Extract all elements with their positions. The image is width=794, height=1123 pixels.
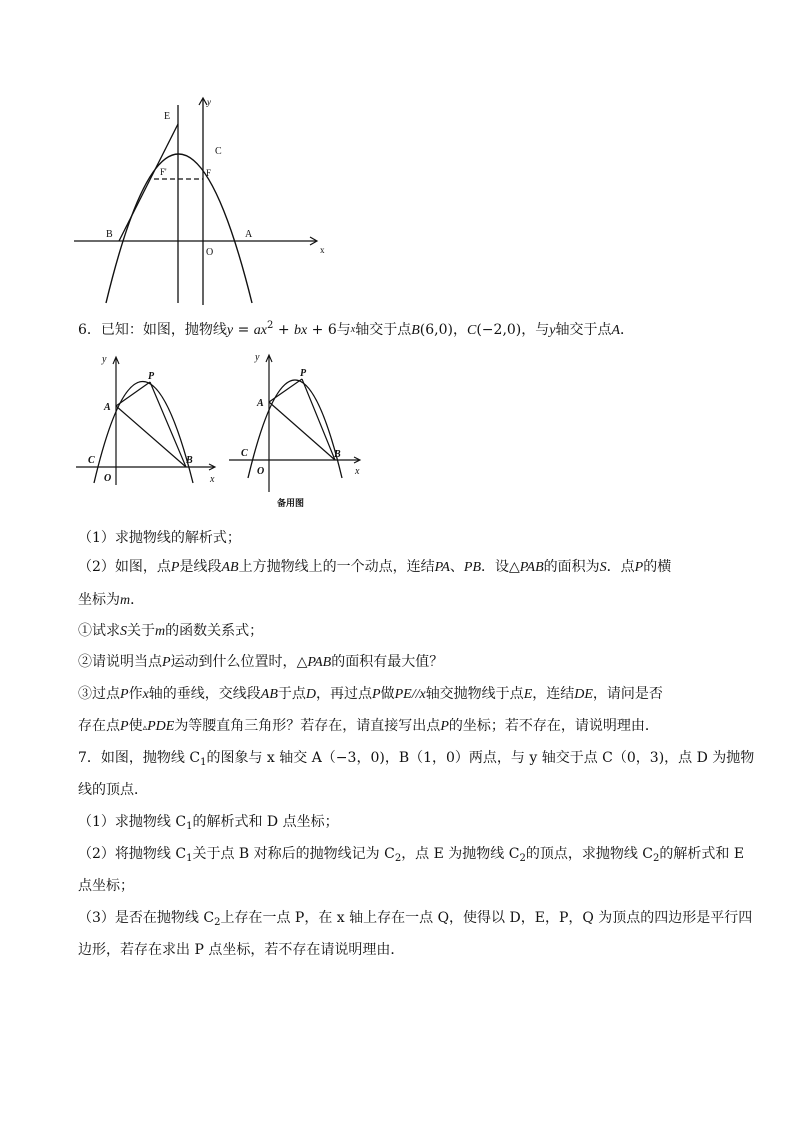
label-C: C (88, 455, 95, 466)
label-y: y (207, 97, 211, 107)
problem-6-part-1: （1）求抛物线的解析式； (78, 530, 241, 546)
segment-PB (150, 382, 186, 467)
problem-7-part-3-line-1: （3）是否在抛物线 $C_2$上存在一点 P，在 x 轴上存在一点 Q，使得以 D，E，P，Q 为顶点的四边形是平行四 (78, 910, 753, 928)
label-C: C (215, 146, 222, 157)
parabola-curve (248, 380, 342, 478)
figure-1-parabola (70, 95, 340, 310)
label-A: A (257, 398, 264, 409)
label-x: x (210, 474, 215, 485)
problem-6-sub-1: ①试求S关于m的函数关系式； (78, 623, 264, 639)
figure-3-spare-figure (225, 350, 375, 515)
label-O: O (104, 473, 112, 484)
problem-6-sub-2: ②请说明当点P运动到什么位置时，△PAB的面积有最大值？ (78, 654, 444, 670)
label-F: F (206, 168, 212, 178)
problem-7-part-1: （1）求抛物线 $C_1$的解析式和 D 点坐标； (78, 814, 339, 832)
label-y: y (102, 354, 107, 365)
label-C: C (241, 448, 248, 459)
label-F-prime: F' (160, 167, 167, 177)
label-O: O (257, 466, 265, 477)
problem-6-sub-3-line-1: ③过点P作x轴的垂线，交线段AB于点D，再过点P做PE//x轴交抛物线于点E，连结DE，请问是否 (78, 686, 663, 702)
figure-2-parabola-triangle (72, 350, 222, 490)
problem-7-part-3-line-2: 边形，若存在求出 P 点坐标，若不存在请说明理由． (78, 942, 405, 958)
label-P: P (300, 368, 307, 379)
parabola-curve (106, 154, 252, 303)
segment-AB (116, 406, 186, 467)
problem-6-part-2-line-1: （2）如图，点P是线段AB上方抛物线上的一个动点，连结PA、PB．设△PAB的面积为S．点P的横 (78, 559, 672, 575)
label-E: E (164, 111, 171, 122)
label-x: x (320, 245, 325, 255)
label-x: x (355, 466, 360, 477)
label-B: B (106, 229, 113, 240)
label-A: A (245, 229, 253, 240)
problem-6-part-2-line-2: 坐标为m． (78, 592, 145, 608)
label-y: y (255, 352, 260, 363)
segment-AB (269, 402, 335, 460)
label-B: B (186, 455, 193, 466)
segment-PA (269, 379, 302, 402)
problem-7-statement-line-1: 7．如图，抛物线 $C_1$的图象与 x 轴交 A（−3，0)，B（1，0）两点，与 y 轴交于点 C（0，3)，点 D 为抛物 (78, 750, 755, 768)
problem-7-part-2-line-1: （2）将抛物线 $C_1$关于点 B 对称后的抛物线记为 $C_2$，点 E 为抛物线 $C_2$的顶点，求抛物线 $C_2$的解析式和 E (78, 846, 745, 864)
figure-caption: 备用图 (277, 498, 305, 508)
label-A: A (104, 402, 111, 413)
segment-BE (119, 124, 178, 241)
label-B: B (334, 449, 341, 460)
problem-6-sub-3-line-2: 存在点P使▵PDE为等腰直角三角形？若存在，请直接写出点P的坐标；若不存在，请说明理由． (78, 718, 659, 734)
label-O: O (206, 247, 214, 258)
label-P: P (148, 371, 155, 382)
parabola-curve (94, 382, 193, 484)
segment-PB (302, 379, 335, 460)
problem-6-statement: 6．已知：如图，抛物线$y = ax^2$ + bx + 6与$^x$轴交于点B(6,0)，C(−2,0)，与y轴交于点A． (78, 320, 635, 338)
problem-7-statement-line-2: 线的顶点． (78, 782, 148, 798)
problem-7-part-2-line-2: 点坐标； (78, 878, 134, 894)
